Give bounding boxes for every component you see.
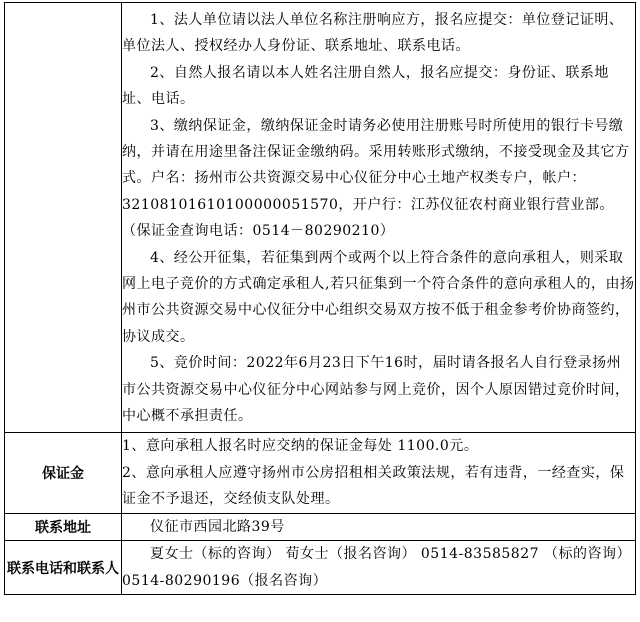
- deposit-line-1: 1、意向承租人报名时应交纳的保证金每处 1100.0元。: [122, 438, 479, 455]
- requirements-label-cell: [5, 3, 122, 433]
- requirements-row: [5, 3, 636, 433]
- contact-content-cell: [122, 541, 636, 595]
- requirement-paragraph-1: 1、法人单位请以法人单位名称注册响应方，报名应提交：单位登记证明、单位法人、授权经办人身份证、联系地址、联系电话。: [122, 12, 624, 55]
- deposit-label: 保证金: [5, 433, 122, 514]
- contact-row: [5, 541, 636, 595]
- address-content-cell: [122, 514, 636, 541]
- requirement-paragraph-5: 5、竞价时间：2022年6月23日下午16时，届时请各报名人自行登录扬州市公共资源交易中心仪征分中心网站参与网上竞价，因个人原因错过竞价时间，中心概不承担责任。: [122, 355, 630, 425]
- announcement-table: [4, 2, 636, 595]
- deposit-line-2: 2、意向承租人应遵守扬州市公房招租相关政策法规，若有违背，一经查实，保证金不予退还，交经侦支队处理。: [122, 464, 625, 508]
- contact-line-2: 0514-80290196（报名咨询）: [122, 572, 328, 589]
- address-row: [5, 514, 636, 541]
- requirements-content-cell: [122, 3, 636, 433]
- address-value: 仪征市西园北路39号: [150, 519, 285, 535]
- address-label: 联系地址: [5, 514, 122, 541]
- requirement-paragraph-2: 2、自然人报名请以本人姓名注册自然人，报名应提交：身份证、联系地址、电话。: [122, 64, 609, 108]
- requirement-paragraph-4: 4、经公开征集，若征集到两个或两个以上符合条件的意向承租人，则采取网上电子竞价的方式确定承租人,若只征集到一个符合条件的意向承租人的，由扬州市公共资源交易中心仪征分中心组织交易双方按不低于租金参考价协商签约，协议成交。: [122, 249, 635, 345]
- requirement-paragraph-3: 3、缴纳保证金，缴纳保证金时请务必使用注册账号时所使用的银行卡号缴纳，并请在用途里备注保证金缴纳码。采用转账形式缴纳，不接受现金及其它方式。户名：扬州市公共资源交易中心仪征分中心土地产权类专户，帐户：32108101610100000051570，开户行：江苏仪征农村商业银行营业部。（保证金查询电话：0514－80290210）: [122, 117, 630, 240]
- contact-label: 联系电话和联系人: [5, 541, 122, 595]
- contact-line-1: 夏女士（标的咨询） 荀女士（报名咨询） 0514-83585827 （标的咨询）: [150, 546, 631, 563]
- deposit-row: [5, 433, 636, 514]
- deposit-content-cell: [122, 433, 636, 514]
